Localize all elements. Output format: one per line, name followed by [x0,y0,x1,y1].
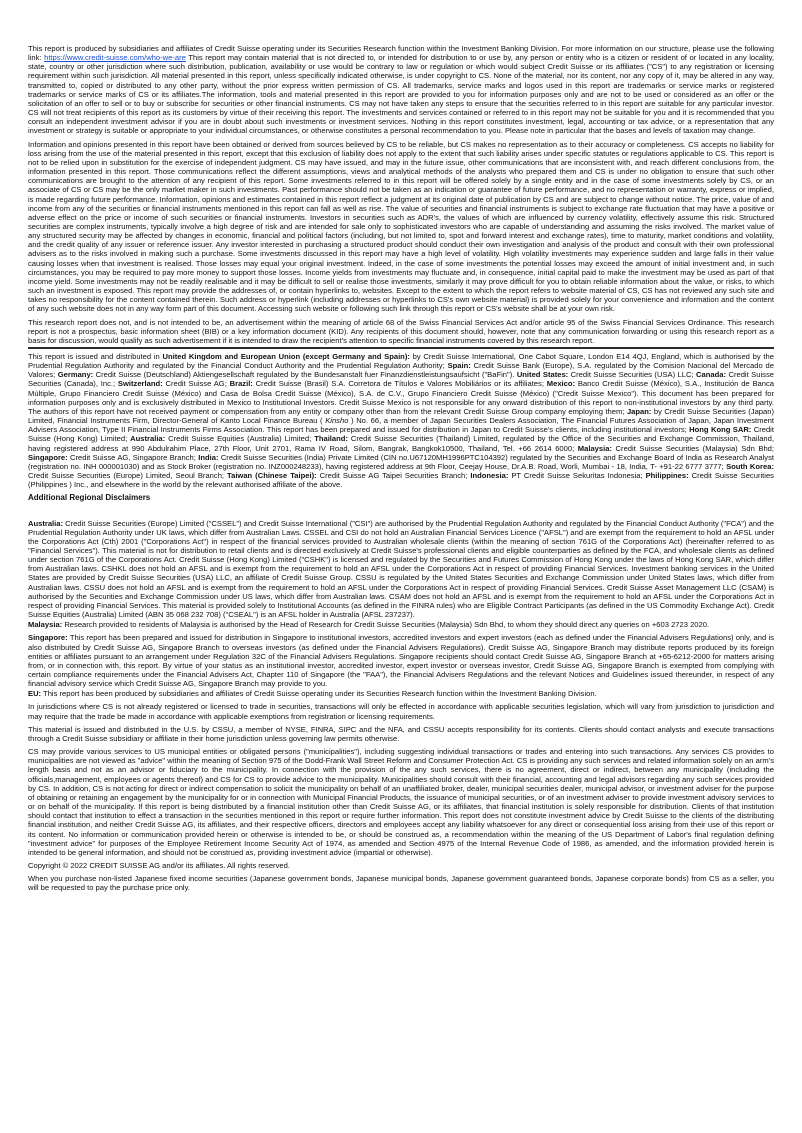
intro-paragraph-2: Information and opinions presented in this report have been obtained or derived from sources believed by CS to be reliable, but CS makes no representation as to their accuracy or completeness. CS accepts no liability for loss arising from the use of the material presented in this report, except that this exclusion of liability does not apply to the extent that such liability arises under specific statutes or regulations applicable to CS. This report is not to be relied upon in substitution for the exercise of independent judgment. CS may have issued, and may in the future issue, other communications that are inconsistent with, and reach different conclusions from, the information presented in this report. Those communications reflect the different assumptions, views and analytical methods of the analysts who prepared them and CS is under no obligation to ensure that such other communications are brought to the attention of any recipient of this report. Some investments referred to in this report will be offered solely by a single entity and in the case of some investments solely by CS, or an associate of CS or CS may be the only market maker in such investments. Past performance should not be taken as an indication or guarantee of future performance, and no representation or warranty, express or implied, is made regarding future performance. Information, opinions and estimates contained in this report reflect a judgment at its original date of publication by CS and are subject to change without notice. The price, value of and income from any of the securities or financial instruments mentioned in this report can fall as well as rise. The value of securities and financial instruments is subject to exchange rate fluctuation that may have a positive or adverse effect on the price or income of such securities or financial instruments. Investors in securities such as ADR's, the values of which are influenced by currency volatility, effectively assume this risk. Structured securities are complex instruments, typically involve a high degree of risk and are intended for sale only to sophisticated investors who are capable of understanding and assuming the risks involved. The market value of any structured security may be affected by changes in economic, financial and political factors (including, but not limited to, spot and forward interest and exchange rates), time to maturity, market conditions and volatility, and the credit quality of any issuer or reference issuer. Any investor interested in purchasing a structured product should conduct their own investigation and analysis of the product and consult with their own professional advisers as to the risks involved in making such a purchase. Some investments discussed in this report may have a high level of volatility. High volatility investments may experience sudden and large falls in their value causing losses when that investment is realised. Those losses may equal your original investment. Indeed, in the case of some investments the potential losses may exceed the amount of initial investment and, in such circumstances, you may be required to pay more money to support those losses. Income yields from investments may fluctuate and, in consequence, initial capital paid to make the investment may be used as part of that income yield. Some investments may not be readily realisable and it may be difficult to sell or realise those investments, similarly it may prove difficult for you to obtain reliable information about the value, or risks, to which such an investment is exposed. This report may provide the addresses of, or contain hyperlinks to, websites. Except to the extent to which the report refers to website material of CS, CS has not reviewed any such site and takes no responsibility for the content contained therein. Such address or hyperlink (including addresses or hyperlinks to CS's own website material) is provided solely for your convenience and information and the content of any such website does not in any way form part of this document. Accessing such website or following such link through this report or CS's website shall be at your own risk. [28,139,774,314]
region-label: India: [198,452,219,462]
region-label: Hong Kong SAR: [689,425,752,435]
distribution-text: Credit Suisse Securities (Thailand) Limited, regulated by the Office of the Securities and Exchange Commission, Thailand, having registered address at 990 Abdulrahim Place, 27th Floor, Unit 2701, Rama IV Road, Silom, Bangrak, Bangkok10500, Thailand, Tel. +66 2614 6000; [28,434,774,453]
italic-term: Kinsho [325,416,349,426]
distribution-paragraph [28,352,774,489]
distribution-text: This report is issued and distributed in [28,352,163,361]
region-label: Brazil: [229,379,253,389]
distribution-text: Credit Suisse (Brasil) S.A. Corretora de Títulos e Valores Mobiliários or its affiliates; [252,379,547,389]
region-label: United States: [516,370,569,380]
distribution-text: Banco Credit Suisse (México), S.A., Institución de Banca Múltiple, Grupo Financiero Credit Suisse (México) and Casa de Bolsa Credit Suisse (México), S.A. de C.V., Grupo Financiero Credit Suisse (México) ("Credit Suisse Mexico"). This document has been prepared for information purposes only and is exclusively distributed in Mexico to Institutional Investors. Credit Suisse Mexico is not responsible for any onward distribution of this report to non-institutional investors by any third party. The authors of this report have not received payment or compensation from any entity or company other than from the relevant Credit Suisse Group company employing them; [28,379,775,416]
region-label: Indonesia: [470,471,509,481]
region-label: Philippines: [645,471,689,481]
distribution-text: Credit Suisse AG Taipei Securities Branch; [316,471,471,481]
eu-text: This report has been produced by subsidiaries and affiliates of Credit Suisse operating under its Securities Research function within the Investment Banking Division. [41,689,597,699]
region-label: Taiwan (Chinese Taipei): [227,471,317,481]
municipal-paragraph: CS may provide various services to US municipal entities or obligated persons ("municipalities"), including suggesting individual transactions or trades and entering into such transactions. Any services CS provides to municipalities are not viewed as "advice" within the meaning of Section 975 of the Dodd-Frank Wall Street Reform and Consumer Protection Act. CS is providing any such services and related information solely on an arm's length basis and not as an advisor or fiduciary to the municipality. In connection with the provision of the any such services, there is no agreement, direct or indirect, between any municipality (including the officials,management, employees or agents thereof) and CS for CS to provide advice to the municipality. Municipalities should consult with their financial, accounting and legal advisors regarding any such services provided by CS. In addition, CS is not acting for direct or indirect compensation to solicit the municipality on behalf of an unaffiliated broker, dealer, municipal securities dealer, municipal advisor, or investment adviser for the purpose of obtaining or retaining an engagement by the municipality for or in connection with Municipal Financial Products, the issuance of municipal securities, or of an investment adviser to provide investment advisory services to or on behalf of the municipality. If this report is being distributed by a financial institution other than Credit Suisse AG, or its affiliates, that financial institution is solely responsible for distribution. Clients of that institution should contact that institution to effect a transaction in the securities mentioned in this report or require further information. This report does not constitute investment advice by Credit Suisse to the clients of the distributing financial institution, and neither Credit Suisse AG, its affiliates, and their respective officers, directors and employees accept any liability whatsoever for any direct or consequential loss arising from their use of this report or its content. No information or communication provided herein or otherwise is intended to be, or should be construed as, a recommendation within the meaning of the US Department of Labor's final regulation defining "investment advice" for purposes of the Employee Retirement Income Security Act of 1974, as amended and Section 4975 of the Internal Revenue Code of 1986, as amended, and the information provided herein is intended to be general information, and should not be construed as, providing investment advice (impartial or otherwise). [28,747,774,857]
distribution-text: Credit Suisse Bank (Europe), S.A. regulated by the Comision Nacional del Mercado de Valores; [28,361,774,380]
distribution-text: ) No. 66, a member of Japan Securities Dealers Association, The Financial Futures Association of Japan, Japan Investment Advisers Association, Type II Financial Instruments Firms Association. This report has been prepared and issued for distribution in Japan to Credit Suisse's clients, including institutional investors; [28,416,774,435]
intro-paragraph-1 [28,44,774,136]
distribution-text: Credit Suisse Securities (USA) LLC; [568,370,697,380]
intro-text-b: This report may contain material that is not directed to, or intended for distribution to or use by, any person or entity who is a citizen or resident of or located in any locality, state, country or other jurisdiction where such distribution, publication, availability or use would be contrary to law or regulation or which would subject Credit Suisse or its affiliates ("CS") to any registration or licensing requirement within such jurisdiction. All material presented in this report, unless specifically indicated otherwise, is under copyright to CS. None of the material, nor its content, nor any copy of it, may be altered in any way, transmitted to, copied or distributed to any other party, without the prior express written permission of CS. All trademarks, service marks and logos used in this report are trademarks or service marks or registered trademarks or service marks of CS or its affiliates.The information, tools and material presented in this report are provided to you for information purposes only and are not to be used or considered as an offer or the solicitation of an offer to sell or to buy or subscribe for securities or other financial instruments. CS may not have taken any steps to ensure that the securities referred to in this report are suitable for any particular investor. CS will not treat recipients of this report as its customers by virtue of their receiving this report. The investments and services contained or referred to in this report may not be suitable for you and it is recommended that you consult an independent investment advisor if you are in doubt about such investments or investment services. Nothing in this report constitutes investment, legal, accounting or tax advice, or a representation that any investment or strategy is suitable or appropriate to your individual circumstances, or otherwise constitutes a personal recommendation to you. Please note in particular that the bases and levels of taxation may change. [28,53,774,136]
copyright-notice: Copyright © 2022 CREDIT SUISSE AG and/or its affiliates. All rights reserved. [28,860,290,870]
distribution-text: Credit Suisse Securities (India) Private Limited (CIN no.U67120MH1996PTC104392) regulated by the Securities and Exchange Board of India as Research Analyst (registration no. INH 000001030) and as Stock Broker (registration no. INZ000248233), having registered address at 9th Floor, Ceejay House, Dr.A.B. Road, Worli, Mumbai - 18, India, T- +91-22 6777 3777; [28,452,774,471]
region-label: Malaysia: [577,443,612,453]
singapore-label: Singapore: [28,633,68,643]
distribution-text: Credit Suisse Securities (Europe) Limited, Seoul Branch; [28,471,228,481]
singapore-text: This report has been prepared and issued for distribution in Singapore to institutional investors, accredited investors and expert investors (each as defined under the Financial Advisers Regulations) only, and is also distributed by Credit Suisse AG, Singapore Branch to overseas investors (as defined under the Financial Advisers Regulations). Credit Suisse AG, Singapore Branch may distribute reports produced by its foreign entities or affiliates pursuant to an arrangement under Regulation 32C of the Financial Advisers Regulations. Singapore recipients should contact Credit Suisse AG, Singapore Branch at +65-6212-2000 for matters arising from, or in connection with, this report. By virtue of your status as an institutional investor, accredited investor, expert investor or overseas investor, Credit Suisse AG, Singapore Branch is exempted from complying with certain compliance requirements under the Financial Advisers Act, Chapter 110 of Singapore (the "FAA"), the Financial Advisers Regulations and the relevant Notices and Guidelines issued thereunder, in respect of any financial advisory service which Credit Suisse AG, Singapore Branch may provide to you. [28,633,774,689]
japanese-securities-paragraph: When you purchase non-listed Japanese fixed income securities (Japanese government bonds, Japanese municipal bonds, Japanese government guaranteed bonds, Japanese corporate bonds) from CS as a seller, you will be requested to pay the purchase price only. [28,874,774,893]
distribution-text: Credit Suisse (Hong Kong) Limited; [28,425,774,444]
region-label: Japan: [626,406,652,416]
australia-label: Australia: [28,518,64,528]
malaysia-label: Malaysia: [28,620,63,630]
who-we-are-link[interactable]: https://www.credit-suisse.com/who-we-are [44,53,186,63]
region-label: South Korea: [726,461,774,471]
region-label: United Kingdom and European Union (except Germany and Spain): [162,352,410,361]
region-label: Canada: [696,370,727,380]
distribution-text: Credit Suisse Securities (Malaysia) Sdn Bhd; [611,443,774,453]
malaysia-paragraph [28,620,774,629]
distribution-text: by Credit Suisse International, One Cabot Square, London E14 4QJ, England, which is authorised by the Prudential Regulation Authority and regulated by the Financial Conduct Authority and the Prudential Regulation Authority; [28,352,774,371]
australia-text: Credit Suisse Securities (Europe) Limited ("CSSEL") and Credit Suisse International ("CSI") are authorised by the Prudential Regulation Authority and regulated by the Financial Conduct Authority ("FCA") and the Prudential Regulation Authority under UK laws, which differ from Australian Laws. CSSEL and CSI do not hold an Australian Financial Services Licence ("AFSL") and are exempt from the requirement to hold an AFSL under the Corporations Act (Cth) 2001 ("Corporations Act") in respect of the financial services provided to Australian wholesale clients (within the meaning of section 761G of the Corporations Act) (hereinafter referred to as "Financial Services"). This material is not for distribution to retail clients and is directed exclusively at Credit Suisse's professional clients and eligible counterparties as defined by the FCA, and wholesale clients as defined under section 761G of the Corporations Act. Credit Suisse (Hong Kong) Limited ("CSHK") is licensed and regulated by the Securities and Futures Commission of Hong Kong under the laws of Hong Kong SAR, which differ from Australian laws. CSHKL does not hold an AFSL and is exempt from the requirement to hold an AFSL under the Corporations Act in respect of providing Financial Services. Investment banking services in the United States are provided by Credit Suisse Securities (USA) LLC, an affiliate of Credit Suisse Group. CSSU is regulated by the United States Securities and Exchange Commission under United States laws, which differ from Australian laws. CSSU does not hold an AFSL and is exempt from the requirement to hold an AFSL under the Corporations Act in respect of providing Financial Services. Credit Suisse Asset Management LLC (CSAM) is authorised by the Securities and Exchange Commission under US laws, which differ from Australian laws. CSAM does not hold an AFSL and is exempt from the requirement to hold an AFSL under the Corporations Act in respect of providing Financial Services. This material is provided solely to Institutional Accounts (as defined in the FINRA rules) who are Eligible Contract Participants (as defined in the US Commodity Exchange Act). Credit Suisse Equities (Australia) Limited (ABN 35 068 232 708) ("CSEAL") is an AFSL holder in Australia (AFSL 237237). [28,518,774,620]
region-label: Singapore: [28,452,68,462]
regional-disclaimers-heading: Additional Regional Disclaimers [28,493,151,503]
distribution-text: by Credit Suisse Securities (Japan) Limited, Financial Instruments Firm, Director-General of Kanto Local Finance Bureau ( [28,406,775,426]
singapore-paragraph [28,633,774,688]
region-label: Germany: [57,370,94,380]
distribution-text: PT Credit Suisse Sekuritas Indonesia; [508,471,646,481]
eu-label: EU: [28,689,42,699]
distribution-text: Credit Suisse Equities (Australia) Limited; [165,434,315,444]
region-label: Spain: [447,361,471,371]
region-label: Australia: [130,434,166,444]
distribution-text: Credit Suisse AG; [162,379,230,389]
intro-paragraph-3: This research report does not, and is not intended to be, an advertisement within the meaning of article 68 of the Swiss Financial Services Act and/or article 95 of the Swiss Financial Services Ordinance. This research report is not a prospectus, basic information sheet (BIB) or a key information document (KID). Any recipients of this document should, however, note that any communication forwarding or using this research report as a basis for discussion, would qualify as such advertisement if it is intended to draw the recipient's attention to specific financial instruments covered by this research report. [28,317,774,345]
eu-paragraph [28,689,774,698]
section-divider [28,347,774,349]
malaysia-text: Research provided to residents of Malaysia is authorised by the Head of Research for Credit Suisse Securities (Malaysia) Sdn Bhd, to whom they should direct any queries on +603 2723 2020. [62,620,710,630]
us-distribution-paragraph: This material is issued and distributed in the U.S. by CSSU, a member of NYSE, FINRA, SIPC and the NFA, and CSSU accepts responsibility for its contents. Clients should contact analysts and execute transactions through a Credit Suisse subsidiary or affiliate in their home jurisdiction unless governing law permits otherwise. [28,724,774,743]
australia-paragraph [28,519,774,620]
region-label: Thailand: [314,434,348,444]
region-label: Mexico: [546,379,576,389]
distribution-text: Credit Suisse AG, Singapore Branch; [67,452,199,462]
intro-text-a: This report is produced by subsidiaries and affiliates of Credit Suisse operating under its Securities Research function within the Investment Banking Division. For more information on our structure, please use the following link: [28,44,774,63]
jurisdictions-paragraph: In jurisdictions where CS is not already registered or licensed to trade in securities, transactions will only be effected in accordance with applicable securities legislation, which will vary from jurisdiction to jurisdiction and may require that the trade be made in accordance with applicable exemptions from registration or licensing requirements. [28,702,774,721]
region-label: Switzerland: [117,379,163,389]
distribution-text: Credit Suisse (Deutschland) Aktiengesellschaft regulated by the Bundesanstalt fuer Finanzdienstleistungsaufsicht ("BaFin"). [93,370,517,380]
distribution-text: Credit Suisse Securities (Canada), Inc.; [28,370,774,389]
distribution-text: Credit Suisse Securities (Philippines ) Inc., and elsewhere in the world by the relevant authorised affiliate of the above. [28,471,774,490]
